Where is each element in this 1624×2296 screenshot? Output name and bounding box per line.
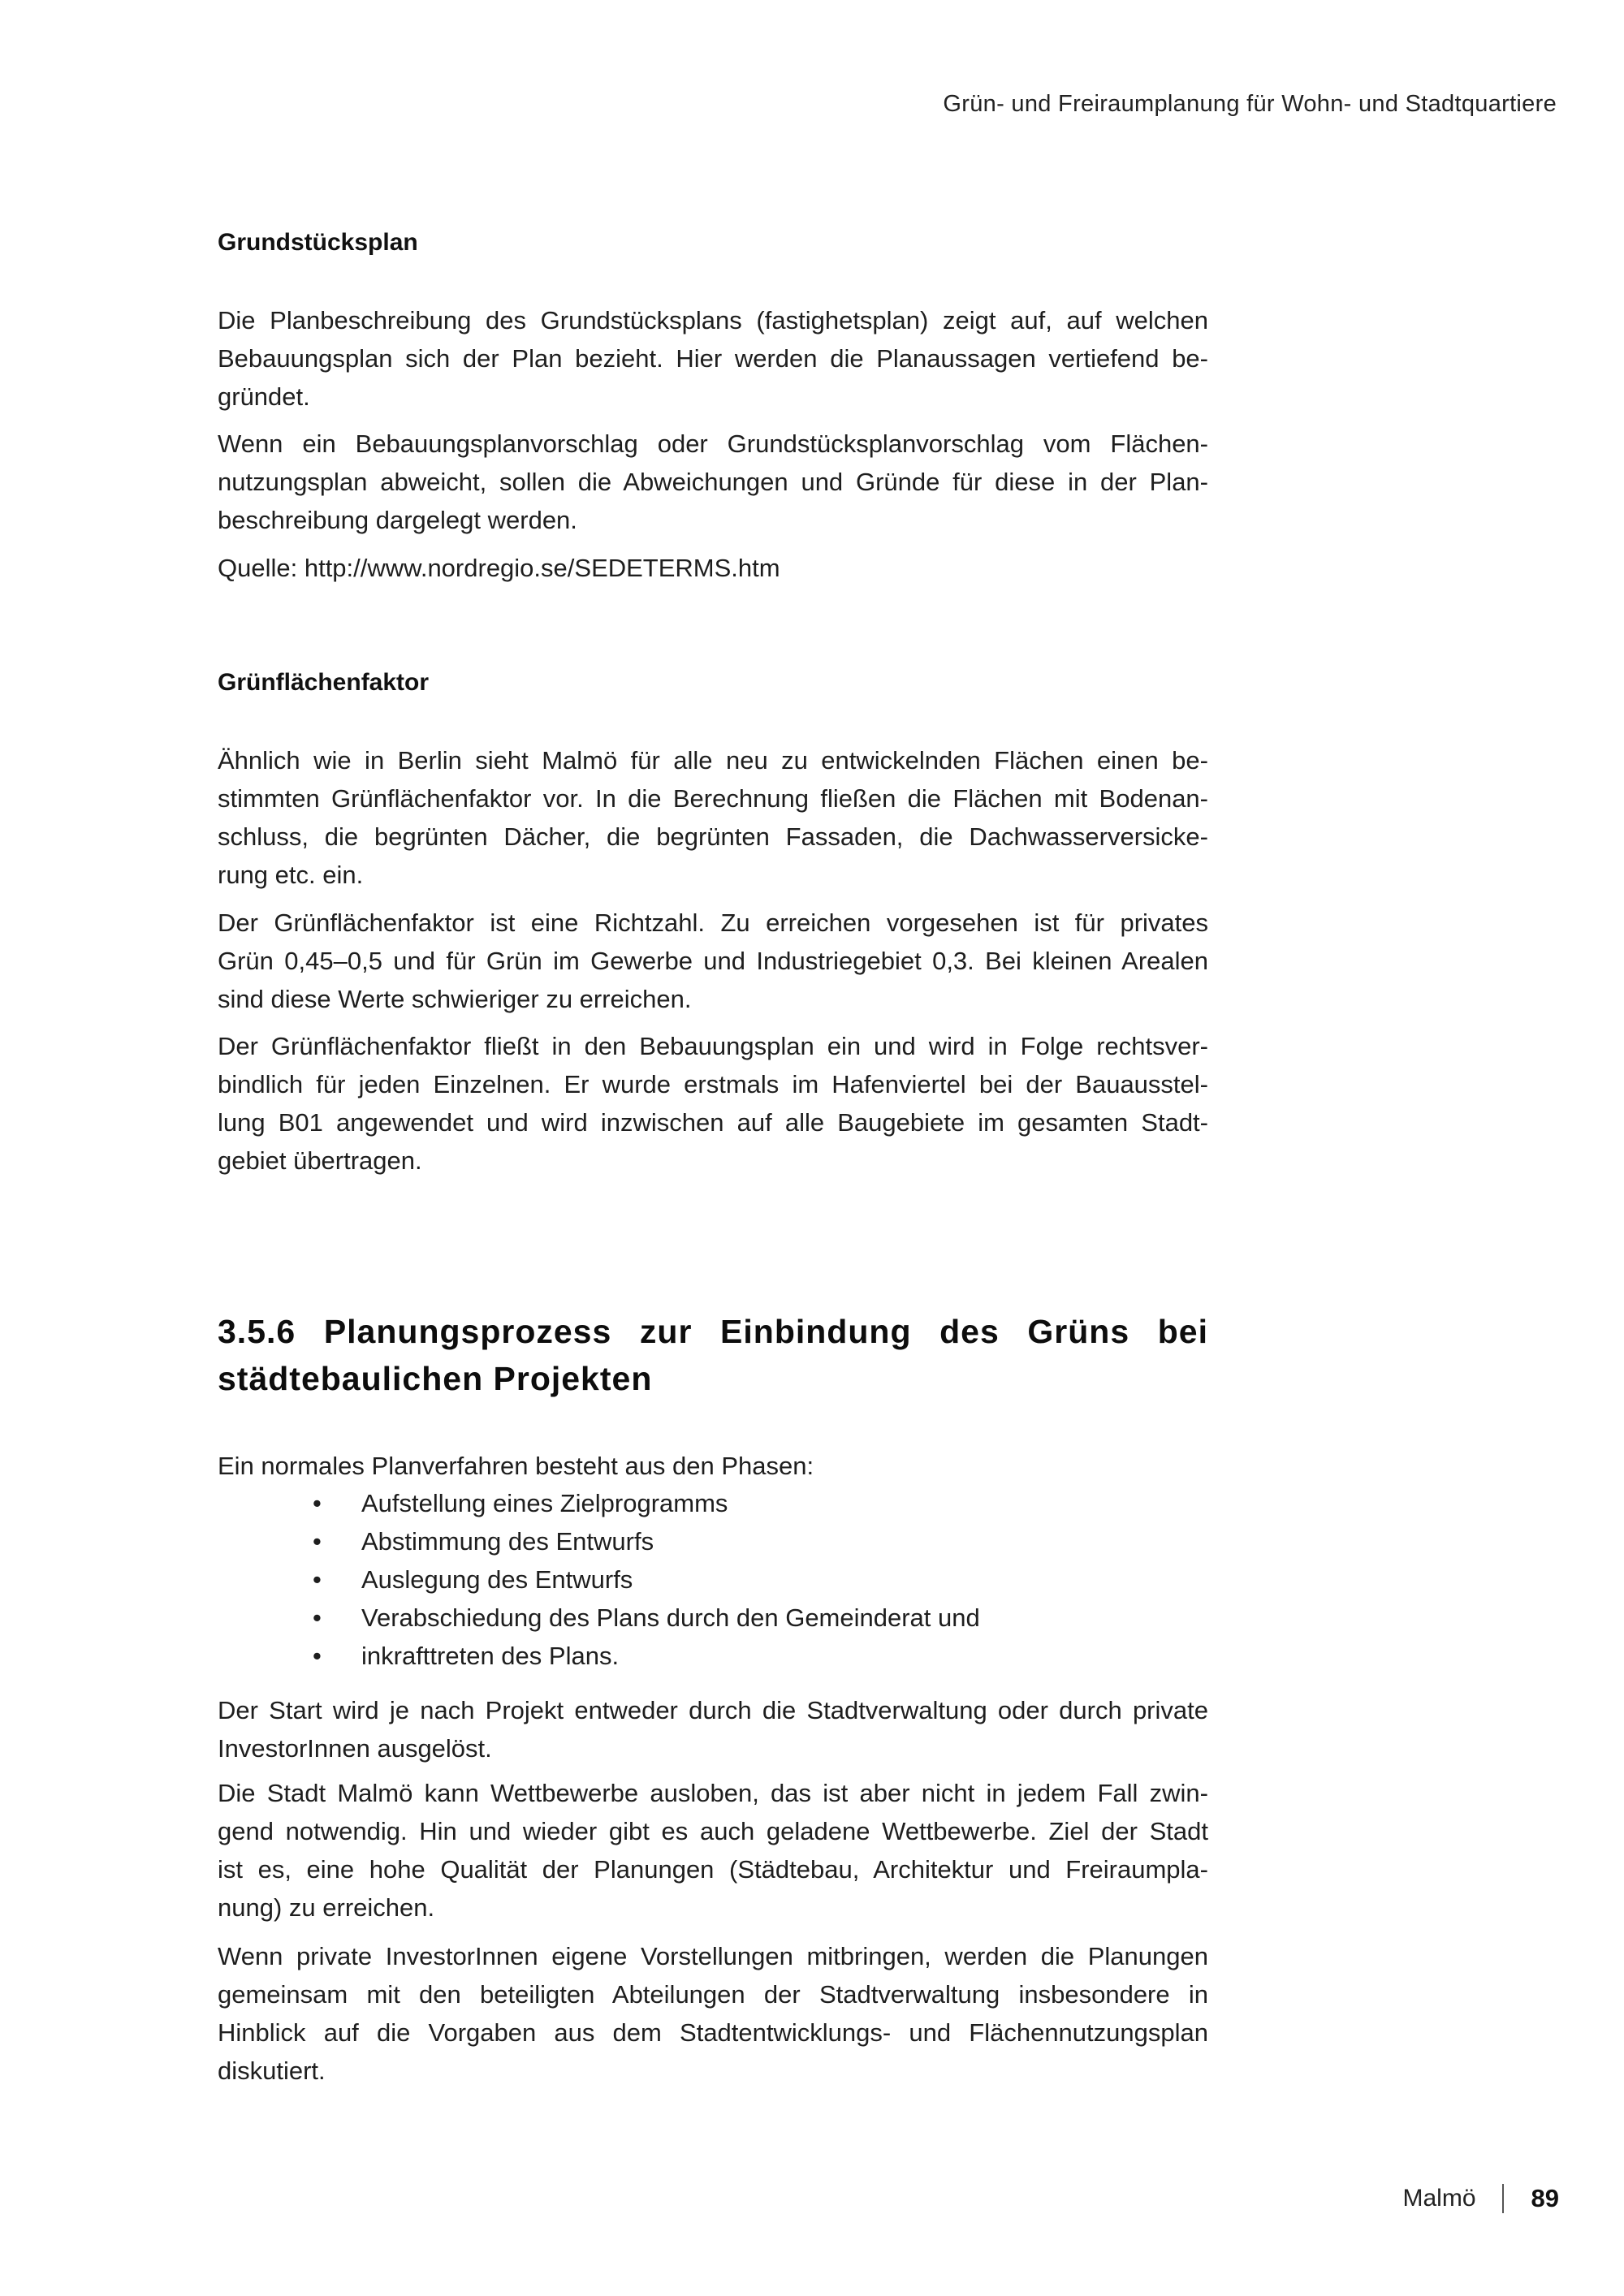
paragraph xyxy=(218,741,1208,894)
text-line: Die Planbeschreibung des Grundstücksplans (fastighetsplan) zeigt auf, auf welchen xyxy=(218,306,1208,334)
text-line: Ein normales Planverfahren besteht aus den Phasen: xyxy=(218,1452,814,1480)
text-line: gemeinsam mit den beteiligten Abteilungen der Stadtverwaltung insbesondere in xyxy=(218,1980,1208,2009)
section-title-grundstuecksplan: Grundstücksplan xyxy=(218,229,418,256)
text-line: gend notwendig. Hin und wieder gibt es auch geladene Wettbewerbe. Ziel der Stadt xyxy=(218,1817,1208,1845)
running-head: Grün- und Freiraumplanung für Wohn- und Stadtquartiere xyxy=(943,91,1557,117)
list-item xyxy=(313,1599,980,1637)
paragraph xyxy=(218,1691,1208,1767)
text-line: sind diese Werte schwieriger zu erreichen. xyxy=(218,985,692,1013)
paragraph xyxy=(218,425,1208,539)
text-line: bindlich für jeden Einzelnen. Er wurde erstmals im Hafenviertel bei der Bauausstel- xyxy=(218,1070,1208,1098)
text-line: gründet. xyxy=(218,382,310,411)
text-line: Ähnlich wie in Berlin sieht Malmö für alle neu zu entwickelnden Flächen einen be- xyxy=(218,746,1208,775)
paragraph xyxy=(218,1937,1208,2090)
paragraph xyxy=(218,301,1208,416)
paragraph xyxy=(218,1774,1208,1927)
section-title-gruenflaechenfaktor: Grünflächenfaktor xyxy=(218,669,430,696)
list-item-text: Auslegung des Entwurfs xyxy=(361,1565,633,1594)
heading-line: 3.5.6 Planungsprozess zur Einbindung des Grüns bei xyxy=(218,1313,1208,1350)
paragraph xyxy=(218,1027,1208,1180)
list-item xyxy=(313,1560,980,1599)
heading-line: städtebaulichen Projekten xyxy=(218,1360,653,1397)
source-note xyxy=(218,549,1208,587)
footer-city: Malmö xyxy=(1402,2185,1476,2212)
list-item xyxy=(313,1637,980,1675)
text-line: Quelle: http://www.nordregio.se/SEDETERMS.htm xyxy=(218,554,780,582)
bullet-icon: • xyxy=(313,1642,322,1670)
bullet-icon: • xyxy=(313,1603,322,1632)
chapter-heading xyxy=(218,1308,1208,1402)
bullet-icon: • xyxy=(313,1565,322,1594)
text-line: Wenn ein Bebauungsplanvorschlag oder Grundstücksplanvorschlag vom Flächen- xyxy=(218,429,1208,458)
text-line: schluss, die begrünten Dächer, die begrünten Fassaden, die Dachwasserversicke- xyxy=(218,822,1208,851)
text-line: Der Start wird je nach Projekt entweder durch die Stadtverwaltung oder durch private xyxy=(218,1696,1208,1724)
text-line: ist es, eine hohe Qualität der Planungen (Städtebau, Architektur und Freiraumpla- xyxy=(218,1855,1208,1884)
list-item xyxy=(313,1484,980,1522)
text-line: Bebauungsplan sich der Plan bezieht. Hier werden die Planaussagen vertiefend be- xyxy=(218,344,1208,373)
text-line: lung B01 angewendet und wird inzwischen auf alle Baugebiete im gesamten Stadt- xyxy=(218,1108,1208,1137)
list-item-text: inkrafttreten des Plans. xyxy=(361,1642,620,1670)
intro-text xyxy=(218,1447,1208,1485)
text-line: Der Grünflächenfaktor ist eine Richtzahl. Zu erreichen vorgesehen ist für privates xyxy=(218,908,1208,937)
text-line: Die Stadt Malmö kann Wettbewerbe ausloben, das ist aber nicht in jedem Fall zwin- xyxy=(218,1779,1208,1807)
bullet-icon: • xyxy=(313,1489,322,1517)
text-line: rung etc. ein. xyxy=(218,861,364,889)
text-line: nung) zu erreichen. xyxy=(218,1893,435,1922)
text-line: beschreibung dargelegt werden. xyxy=(218,506,577,534)
text-line: stimmten Grünflächenfaktor vor. In die Berechnung fließen die Flächen mit Bodenan- xyxy=(218,784,1208,813)
page-footer xyxy=(1403,2184,1560,2213)
list-item-text: Abstimmung des Entwurfs xyxy=(361,1527,654,1556)
text-line: InvestorInnen ausgelöst. xyxy=(218,1734,492,1763)
page-number: 89 xyxy=(1531,2184,1559,2212)
footer-divider xyxy=(1502,2184,1504,2213)
text-line: Grün 0,45–0,5 und für Grün im Gewerbe und Industriegebiet 0,3. Bei kleinen Arealen xyxy=(218,947,1208,975)
text-line: gebiet übertragen. xyxy=(218,1146,422,1175)
list-item-text: Verabschiedung des Plans durch den Gemeinderat und xyxy=(361,1603,980,1632)
phase-list xyxy=(313,1484,980,1675)
paragraph xyxy=(218,904,1208,1018)
text-line: nutzungsplan abweicht, sollen die Abweichungen und Gründe für diese in der Plan- xyxy=(218,468,1208,496)
list-item xyxy=(313,1522,980,1560)
text-line: Hinblick auf die Vorgaben aus dem Stadtentwicklungs- und Flächennutzungsplan xyxy=(218,2018,1208,2047)
bullet-icon: • xyxy=(313,1527,322,1556)
text-line: Wenn private InvestorInnen eigene Vorstellungen mitbringen, werden die Planungen xyxy=(218,1942,1208,1970)
text-line: diskutiert. xyxy=(218,2056,326,2085)
text-line: Der Grünflächenfaktor fließt in den Bebauungsplan ein und wird in Folge rechtsver- xyxy=(218,1032,1208,1060)
list-item-text: Aufstellung eines Zielprogramms xyxy=(361,1489,728,1517)
